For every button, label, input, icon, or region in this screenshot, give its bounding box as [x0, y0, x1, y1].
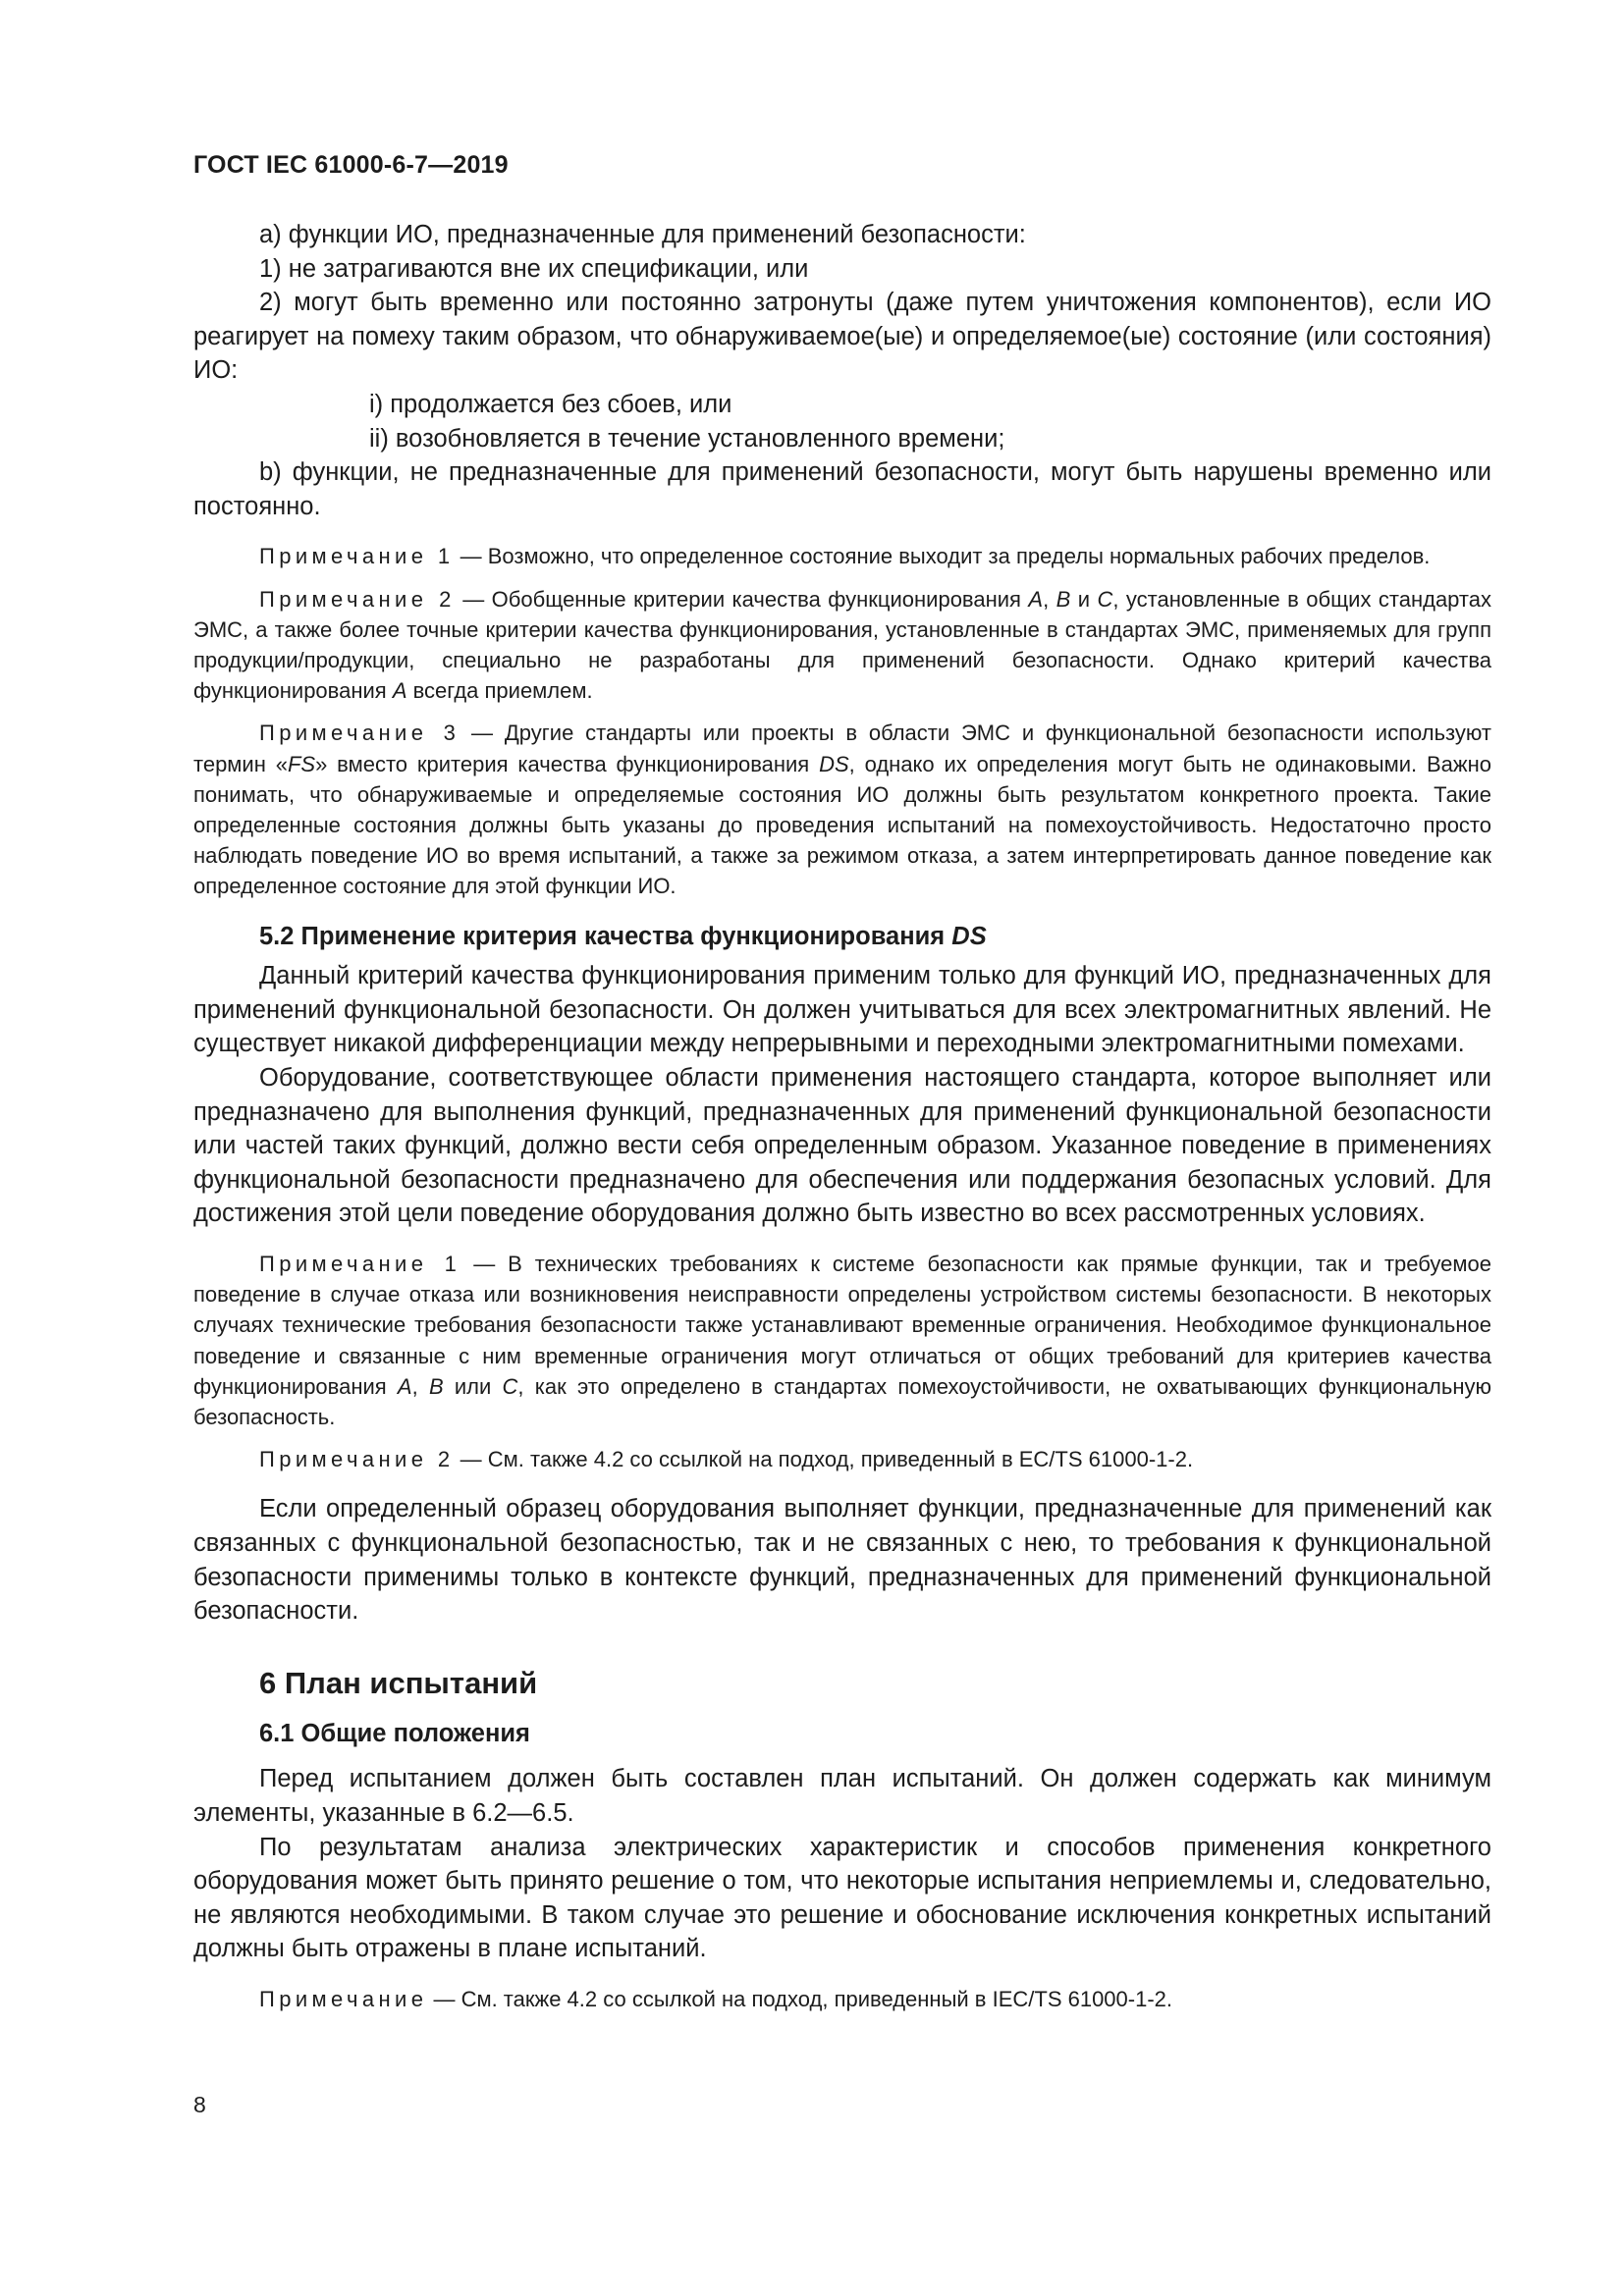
list-item-a1: 1) не затрагиваются вне их спецификации, или	[259, 254, 809, 283]
list-item-b: b) функции, не предназначенные для применений безопасности, могут быть нарушены временно или постоянно.	[193, 458, 1491, 520]
note	[193, 1984, 1491, 2014]
list-item-a: а) функции ИО, предназначенные для применений безопасности:	[259, 221, 1026, 248]
note-text: , установленные в общих стандартах ЭМС, а также более точные критерии качества функционирования, установленные в стандартах ЭМС, применяемых для групп продукции/продукции, специально не разработаны для применений безопасности. Однако критерий качества функционирования	[193, 586, 1491, 704]
list-item-ii: ii) возобновляется в течение установленного времени;	[369, 424, 1005, 453]
note-text: » вместо критерия качества функционирования	[315, 751, 820, 776]
criterion-c: С	[1097, 586, 1113, 612]
note-text: всегда приемлем.	[406, 678, 593, 704]
criterion-a: А	[397, 1373, 412, 1399]
list-item-i: i) продолжается без сбоев, или	[369, 390, 732, 418]
paragraph: Оборудование, соответствующее области применения настоящего стандарта, которое выполняет или предназначено для выполнения функций, предназначенных для применений функциональной безопасности или частей таких функций, должно вести себя определенным образом. Указанное поведение в применениях функциональной безопасности предназначено для обеспечения или поддержания безопасных условий. Для достижения этой цели поведение оборудования должно быть известно во всех рассмотренных условиях.	[193, 1063, 1491, 1228]
note-1	[193, 541, 1491, 571]
note-lead: Примечание 3	[259, 721, 460, 746]
note-text: ,	[1043, 586, 1056, 612]
section-6-1-title: 6.1 Общие положения	[259, 1719, 530, 1747]
note-text: или	[443, 1373, 503, 1399]
criterion-a: А	[1028, 586, 1044, 612]
note-text: — В технических требованиях к системе безопасности как прямые функции, так и требуемое поведение в случае отказа или возникновения неисправности определены устройством системы безопасности. В некоторых случаях технические требования безопасности также устанавливают временные ограничения. Необходимое функциональное поведение и связанные с ним временные ограничения могут отличаться от общих требований для критериев качества функционирования	[193, 1251, 1491, 1399]
page-content	[193, 218, 1491, 2014]
note-text: и	[1070, 586, 1098, 612]
note-text: , как это определено в стандартах помехоустойчивости, не охватывающих функциональную безопасность.	[193, 1373, 1491, 1429]
note-lead: Примечание 2	[259, 1447, 455, 1472]
criterion-b: B	[428, 1373, 444, 1399]
paragraph: Если определенный образец оборудования выполняет функции, предназначенные для применений как связанных с функциональной безопасностью, так и не связанных с нею, то требования к функциональной безопасности применимы только в контексте функций, предназначенных для применений функциональной безопасности.	[193, 1495, 1491, 1626]
note-lead: Примечание	[259, 1986, 428, 2011]
paragraph: Перед испытанием должен быть составлен план испытаний. Он должен содержать как минимум элементы, указанные в 6.2—6.5.	[193, 1765, 1491, 1827]
criterion-a: А	[392, 678, 407, 704]
paragraph: По результатам анализа электрических характеристик и способов применения конкретного оборудования может быть принято решение о том, что некоторые испытания неприемлемы и, следовательно, не являются необходимыми. В таком случае это решение и обоснование исключения конкретных испытаний должны быть отражены в плане испытаний.	[193, 1833, 1491, 1963]
criterion-b: B	[1056, 586, 1071, 612]
note-2	[193, 584, 1491, 707]
note-text: — Другие стандарты или проекты в области ЭМС и функциональной безопасности используют термин «	[193, 721, 1491, 776]
section-5-2-title	[193, 920, 1491, 954]
term-ds: DS	[819, 751, 849, 776]
paragraph: Данный критерий качества функционирования применим только для функций ИО, предназначенных для применений функциональной безопасности. Он должен учитываться для всех электромагнитных явлений. Не существует никакой дифференциации между непрерывными и переходными электромагнитными помехами.	[193, 962, 1491, 1058]
criterion-c: C	[502, 1373, 518, 1399]
note-text: — Обобщенные критерии качества функционирования	[455, 586, 1029, 612]
note-1	[193, 1249, 1491, 1432]
page-number: 8	[193, 2092, 206, 2117]
note-lead: Примечание 2	[259, 586, 456, 612]
note-text: , однако их определения могут быть не одинаковыми. Важно понимать, что обнаруживаемые и определяемые состояния ИО должны быть результатом конкретного проекта. Такие определенные состояния должны быть указаны до проведения испытаний на помехоустойчивость. Недостаточно просто наблюдать поведение ИО во время испытаний, а также за режимом отказа, а затем интерпретировать данное поведение как определенное состояние для этой функции ИО.	[193, 751, 1491, 899]
document-header: ГОСТ IEC 61000-6-7—2019	[193, 151, 509, 179]
note-2	[193, 1444, 1491, 1474]
section-6-title: 6 План испытаний	[259, 1665, 538, 1700]
note-text: — См. также 4.2 со ссылкой на подход, приведенный в IEC/TS 61000-1-2.	[427, 1986, 1173, 2011]
note-lead: Примечание 1	[259, 1251, 461, 1276]
note-text: ,	[411, 1373, 429, 1399]
term-fs: FS	[287, 751, 316, 776]
term-ds: DS	[951, 922, 987, 950]
note-text: — Возможно, что определенное состояние выходит за пределы нормальных рабочих пределов.	[454, 544, 1431, 569]
note-text: — См. также 4.2 со ссылкой на подход, приведенный в EC/TS 61000-1-2.	[454, 1447, 1194, 1472]
note-3	[193, 718, 1491, 901]
section-title-text: 5.2 Применение критерия качества функционирования	[259, 922, 952, 950]
list-item-a2: 2) могут быть временно или постоянно затронуты (даже путем уничтожения компонентов), если ИО реагирует на помеху таким образом, что обнаруживаемое(ые) и определяемое(ые) состояние (или состояния) ИО:	[193, 289, 1491, 385]
note-lead: Примечание 1	[259, 544, 455, 569]
